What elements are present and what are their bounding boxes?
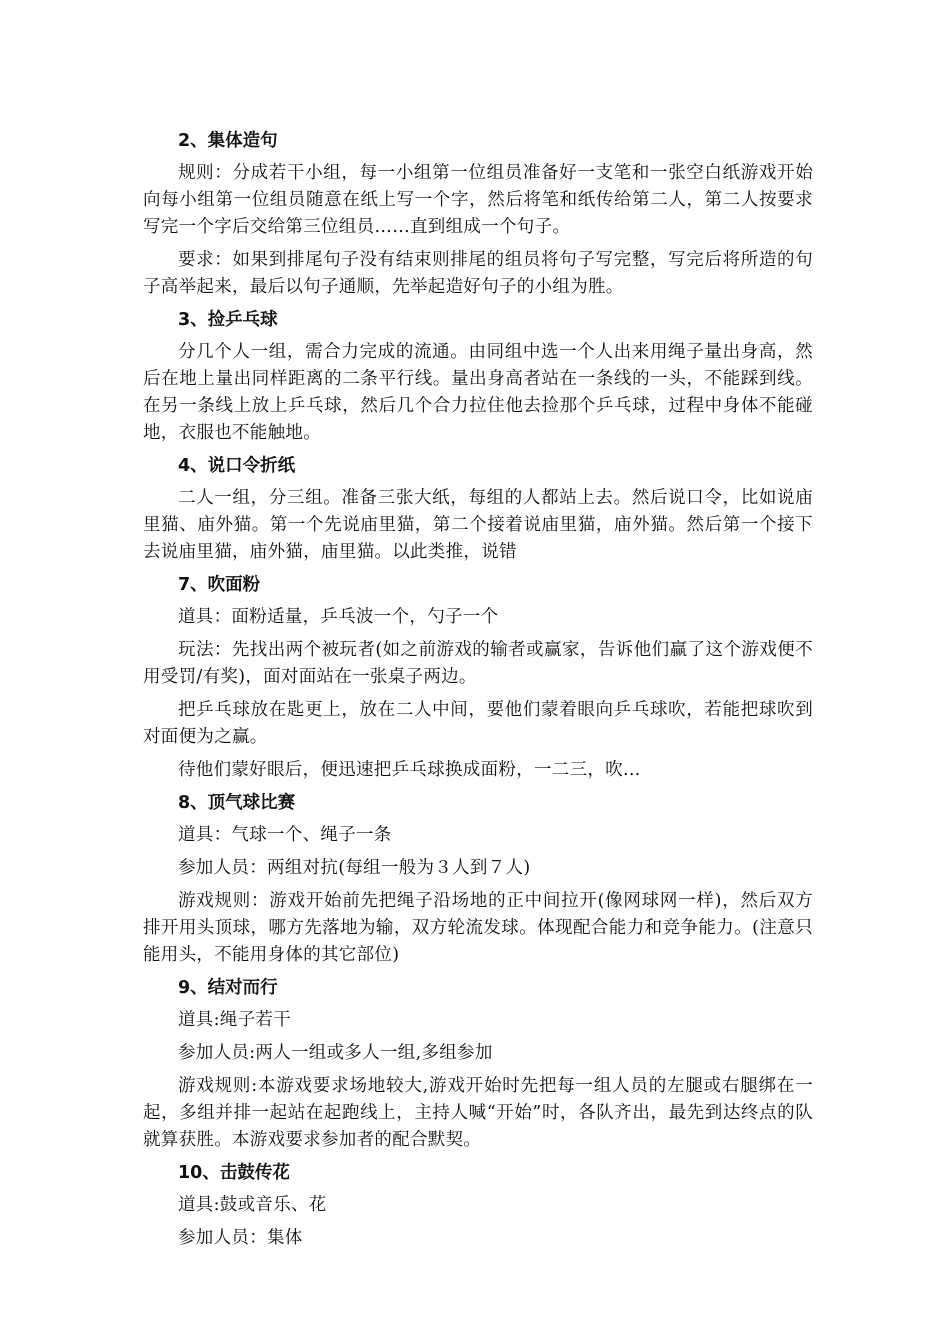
document-body [143, 128, 813, 1258]
section-3 [143, 307, 813, 447]
section-title: 8、顶气球比赛 [178, 793, 296, 813]
paragraph: 玩法：先找出两个被玩者(如之前游戏的输者或赢家，告诉他们赢了这个游戏便不用受罚/有奖)，面对面站在一张桌子两边。 [143, 640, 813, 687]
paragraph: 道具:鼓或音乐、花 [178, 1195, 327, 1215]
section-title: 10、击鼓传花 [178, 1163, 290, 1183]
paragraph: 道具:绳子若干 [178, 1010, 291, 1030]
section-8 [143, 790, 813, 969]
paragraph: 游戏规则:本游戏要求场地较大,游戏开始时先把每一组人员的左腿或右腿绑在一起，多组并排一起站在起跑线上，主持人喊“开始”时，各队齐出，最先到达终点的队就算获胜。本游戏要求参加者的配合默契。 [143, 1076, 813, 1150]
section-9 [143, 975, 813, 1154]
section-2 [143, 128, 813, 301]
paragraph: 参加人员：集体 [178, 1228, 303, 1248]
paragraph: 参加人员:两人一组或多人一组,多组参加 [178, 1043, 493, 1063]
paragraph: 待他们蒙好眼后，便迅速把乒乓球换成面粉，一二三，吹... [178, 760, 641, 780]
paragraph: 道具：面粉适量，乒乓波一个，勺子一个 [178, 607, 499, 627]
paragraph: 规则：分成若干小组，每一小组第一位组员准备好一支笔和一张空白纸游戏开始向每小组第一位组员随意在纸上写一个字，然后将笔和纸传给第二人，第二人按要求写完一个字后交给第三位组员……直到组成一个句子。 [143, 163, 813, 237]
paragraph: 分几个人一组，需合力完成的流通。由同组中选一个人出来用绳子量出身高，然后在地上量出同样距离的二条平行线。量出身高者站在一条线的一头，不能踩到线。在另一条线上放上乒乓球，然后几个合力拉住他去捡那个乒乓球，过程中身体不能碰地，衣服也不能触地。 [143, 342, 813, 443]
section-7 [143, 572, 813, 784]
section-4 [143, 453, 813, 566]
paragraph: 道具：气球一个、绳子一条 [178, 825, 392, 845]
section-title: 3、捡乒乓球 [178, 310, 278, 330]
section-title: 9、结对而行 [178, 978, 278, 998]
paragraph: 参加人员：两组对抗(每组一般为３人到７人) [178, 858, 531, 878]
paragraph: 把乒乓球放在匙更上，放在二人中间，要他们蒙着眼向乒乓球吹，若能把球吹到对面便为之赢。 [143, 700, 813, 747]
section-title: 2、集体造句 [178, 131, 278, 151]
paragraph: 二人一组，分三组。准备三张大纸，每组的人都站上去。然后说口令，比如说庙里猫、庙外猫。第一个先说庙里猫，第二个接着说庙里猫，庙外猫。然后第一个接下去说庙里猫，庙外猫，庙里猫。以此类推，说错 [143, 488, 813, 562]
paragraph: 要求：如果到排尾句子没有结束则排尾的组员将句子写完整，写完后将所造的句子高举起来，最后以句子通顺，先举起造好句子的小组为胜。 [143, 250, 813, 297]
section-10 [143, 1160, 813, 1252]
section-title: 4、说口令折纸 [178, 456, 296, 476]
section-title: 7、吹面粉 [178, 575, 261, 595]
paragraph: 游戏规则：游戏开始前先把绳子沿场地的正中间拉开(像网球网一样)，然后双方排开用头顶球，哪方先落地为输，双方轮流发球。体现配合能力和竞争能力。(注意只能用头，不能用身体的其它部位) [143, 891, 813, 965]
